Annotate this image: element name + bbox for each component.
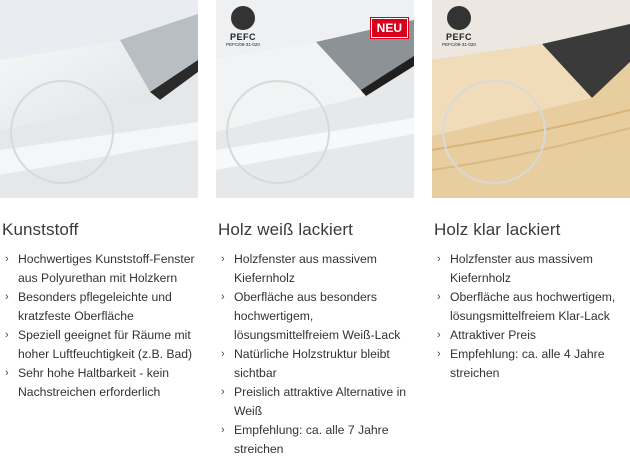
bullet-arrow-icon: › bbox=[221, 253, 225, 265]
feature-item: › Speziell geeignet für Räume mit hoher Luftfeuchtigkeit (z.B. Bad) bbox=[5, 328, 193, 361]
detail-magnifier-circle bbox=[442, 80, 546, 184]
detail-magnifier-circle bbox=[10, 80, 114, 184]
bullet-arrow-icon: › bbox=[5, 367, 9, 379]
product-title: Holz klar lackiert bbox=[434, 220, 561, 239]
bullet-arrow-icon: › bbox=[437, 329, 441, 341]
product-column-holz-klar bbox=[432, 0, 630, 383]
feature-list bbox=[0, 250, 198, 402]
feature-item: › Sehr hohe Haltbarkeit - kein Nachstreichen erforderlich bbox=[5, 366, 170, 399]
bullet-arrow-icon: › bbox=[221, 291, 225, 303]
bullet-arrow-icon: › bbox=[221, 348, 225, 360]
feature-item: › Empfehlung: ca. alle 4 Jahre streichen bbox=[437, 347, 605, 380]
feature-item: › Hochwertiges Kunststoff-Fenster aus Polyurethan mit Holzkern bbox=[5, 252, 195, 285]
pefc-tree-icon bbox=[231, 6, 255, 30]
product-title: Holz weiß lackiert bbox=[218, 220, 353, 239]
bullet-arrow-icon: › bbox=[221, 424, 225, 436]
feature-item: › Besonders pflegeleichte und kratzfeste Oberfläche bbox=[5, 290, 172, 323]
feature-item: › Oberfläche aus hochwertigem, lösungsmittelfreiem Klar-Lack bbox=[437, 290, 616, 323]
feature-item: › Empfehlung: ca. alle 7 Jahre streichen bbox=[221, 423, 389, 456]
product-column-kunststoff bbox=[0, 0, 198, 402]
bullet-arrow-icon: › bbox=[5, 329, 9, 341]
feature-item: › Holzfenster aus massivem Kiefernholz bbox=[221, 252, 377, 285]
kunststoff-window-image bbox=[0, 0, 198, 198]
holz-klar-window-image bbox=[432, 0, 630, 198]
feature-item: › Attraktiver Preis bbox=[432, 326, 630, 345]
bullet-arrow-icon: › bbox=[5, 291, 9, 303]
product-title: Kunststoff bbox=[2, 220, 79, 239]
detail-magnifier-circle bbox=[226, 80, 330, 184]
feature-item: › Natürliche Holzstruktur bleibt sichtbar bbox=[221, 347, 390, 380]
bullet-arrow-icon: › bbox=[437, 291, 441, 303]
feature-list bbox=[432, 250, 630, 383]
bullet-arrow-icon: › bbox=[437, 253, 441, 265]
feature-item: › Oberfläche aus besonders hochwertigem, lösungsmittelfreiem Weiß-Lack bbox=[221, 290, 401, 342]
feature-item: › Holzfenster aus massivem Kiefernholz bbox=[437, 252, 593, 285]
pefc-certification-logo: PEFC PEFC/09-31-020 bbox=[440, 6, 478, 54]
pefc-certification-logo: PEFC PEFC/09-31-020 bbox=[224, 6, 262, 54]
bullet-arrow-icon: › bbox=[221, 386, 225, 398]
pefc-tree-icon bbox=[447, 6, 471, 30]
feature-item: › Preislich attraktive Alternative in Weiß bbox=[221, 385, 407, 418]
bullet-arrow-icon: › bbox=[5, 253, 9, 265]
holz-weiss-window-image bbox=[216, 0, 414, 198]
new-badge: NEU bbox=[371, 18, 408, 38]
product-column-holz-weiss bbox=[216, 0, 414, 459]
bullet-arrow-icon: › bbox=[437, 348, 441, 360]
feature-list bbox=[216, 250, 414, 459]
